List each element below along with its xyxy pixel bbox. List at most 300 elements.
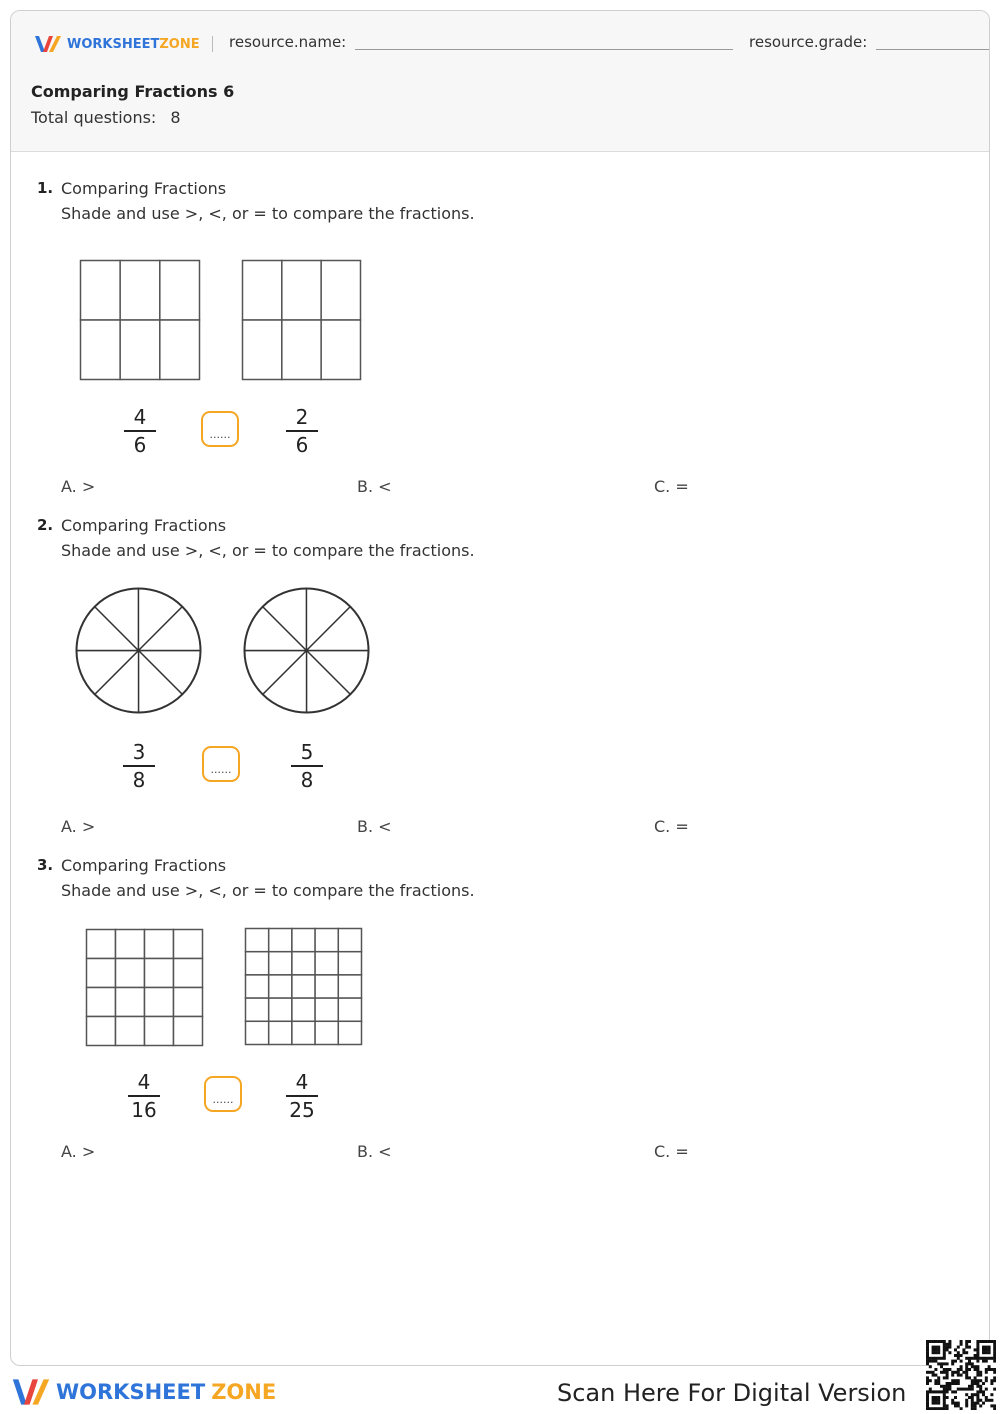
qr-module [940, 1340, 943, 1343]
brand-word-worksheet: WORKSHEET [67, 36, 160, 52]
qr-module [962, 1348, 965, 1351]
qr-module [929, 1379, 932, 1382]
qr-module [976, 1371, 979, 1374]
qr-module [974, 1393, 977, 1396]
grid-cell[interactable] [321, 261, 360, 321]
qr-module [951, 1360, 954, 1363]
qr-module [971, 1407, 974, 1410]
qr-module [985, 1371, 988, 1374]
grid-cell[interactable] [145, 959, 174, 988]
qr-module [946, 1390, 949, 1393]
grid-cell[interactable] [282, 320, 321, 380]
grid-cell[interactable] [338, 998, 361, 1021]
resource-name-line[interactable] [355, 49, 733, 50]
grid-cell[interactable] [116, 930, 145, 959]
brand-logo [33, 33, 200, 55]
qr-module [960, 1374, 963, 1377]
qr-module [929, 1365, 932, 1368]
choice-a[interactable]: A. > [61, 1142, 96, 1161]
qr-module [929, 1357, 932, 1360]
qr-module [979, 1374, 982, 1377]
question-number: 2. [37, 516, 54, 534]
grid-cell[interactable] [315, 975, 338, 998]
grid-cell[interactable] [315, 998, 338, 1021]
qr-module [979, 1357, 982, 1360]
qr-module [982, 1390, 985, 1393]
qr-module [979, 1399, 982, 1402]
choice-c[interactable]: C. = [654, 817, 689, 836]
qr-module [943, 1407, 946, 1410]
qr-module [926, 1354, 929, 1357]
qr-code-icon[interactable] [926, 1340, 996, 1410]
qr-module [985, 1376, 988, 1379]
qr-module [965, 1376, 968, 1379]
qr-module [985, 1348, 988, 1351]
grid-cell[interactable] [269, 1021, 292, 1044]
choice-c[interactable]: C. = [654, 477, 689, 496]
fraction-bar [286, 1095, 318, 1097]
qr-module [932, 1396, 935, 1399]
grid-cell[interactable] [282, 261, 321, 321]
qr-module [979, 1340, 982, 1343]
qr-module [971, 1388, 974, 1391]
qr-module [993, 1407, 996, 1410]
qr-module [937, 1348, 940, 1351]
qr-module [929, 1340, 932, 1343]
qr-module [968, 1340, 971, 1343]
qr-module [932, 1390, 935, 1393]
qr-module [990, 1393, 993, 1396]
qr-module [943, 1368, 946, 1371]
qr-module [988, 1340, 991, 1343]
grid-cell[interactable] [292, 1021, 315, 1044]
qr-module [937, 1376, 940, 1379]
grid-cell[interactable] [81, 261, 121, 321]
qr-module [926, 1390, 929, 1393]
qr-module [948, 1368, 951, 1371]
choice-c[interactable]: C. = [654, 1142, 689, 1161]
qr-module [946, 1382, 949, 1385]
qr-module [957, 1388, 960, 1391]
qr-module [974, 1407, 977, 1410]
qr-module [990, 1379, 993, 1382]
grid-cell[interactable] [174, 930, 203, 959]
qr-module [960, 1365, 963, 1368]
qr-module [982, 1346, 985, 1349]
grid-cell[interactable] [87, 1017, 116, 1046]
qr-module [985, 1346, 988, 1349]
qr-module [957, 1371, 960, 1374]
grid-cell[interactable] [315, 1021, 338, 1044]
qr-module [976, 1382, 979, 1385]
qr-module [951, 1402, 954, 1405]
grid-cell[interactable] [160, 261, 200, 321]
qr-module [965, 1362, 968, 1365]
grid-cell[interactable] [174, 1017, 203, 1046]
choice-b[interactable]: B. < [357, 477, 392, 496]
grid-cell[interactable] [120, 320, 160, 380]
qr-module [948, 1340, 951, 1343]
fraction-model-right[interactable] [243, 587, 371, 715]
qr-module [957, 1382, 960, 1385]
qr-module [932, 1399, 935, 1402]
qr-module [957, 1346, 960, 1349]
choice-a[interactable]: A. > [61, 817, 96, 836]
qr-module [948, 1343, 951, 1346]
qr-module [957, 1351, 960, 1354]
qr-module [946, 1371, 949, 1374]
qr-module [993, 1371, 996, 1374]
qr-module [951, 1390, 954, 1393]
qr-module [926, 1402, 929, 1405]
qr-module [968, 1368, 971, 1371]
grid-cell[interactable] [246, 929, 269, 952]
grid-cell[interactable] [269, 998, 292, 1021]
resource-name-label: resource.name: [229, 33, 347, 51]
qr-module [940, 1407, 943, 1410]
qr-module [971, 1402, 974, 1405]
qr-module [943, 1390, 946, 1393]
fraction-bar [291, 765, 323, 767]
qr-module [940, 1365, 943, 1368]
qr-module [965, 1404, 968, 1407]
question-instruction: Shade and use >, <, or = to compare the fractions. [61, 541, 475, 560]
qr-module [943, 1371, 946, 1374]
qr-module [985, 1368, 988, 1371]
qr-module [940, 1385, 943, 1388]
qr-module [946, 1376, 949, 1379]
qr-module [990, 1357, 993, 1360]
qr-module [946, 1385, 949, 1388]
denominator: 8 [300, 768, 314, 792]
qr-module [982, 1340, 985, 1343]
qr-module [948, 1382, 951, 1385]
qr-module [971, 1362, 974, 1365]
grid-cell[interactable] [292, 929, 315, 952]
brand-word-worksheet: WORKSHEET [56, 1380, 206, 1404]
qr-module [974, 1402, 977, 1405]
fraction-left [119, 740, 159, 792]
comparison-answer-box[interactable]: ...... [201, 411, 239, 447]
qr-module [971, 1393, 974, 1396]
qr-module [990, 1368, 993, 1371]
grid-cell[interactable] [116, 988, 145, 1017]
qr-module [946, 1388, 949, 1391]
qr-module [990, 1404, 993, 1407]
qr-module [985, 1379, 988, 1382]
qr-module [982, 1393, 985, 1396]
scan-instruction: Scan Here For Digital Version [557, 1379, 907, 1407]
qr-module [934, 1396, 937, 1399]
qr-module [926, 1346, 929, 1349]
qr-module [926, 1393, 929, 1396]
qr-module [934, 1340, 937, 1343]
qr-module [990, 1340, 993, 1343]
fraction-left [120, 405, 160, 457]
qr-module [954, 1348, 957, 1351]
qr-module [934, 1346, 937, 1349]
grid-cell[interactable] [315, 952, 338, 975]
qr-module [937, 1357, 940, 1360]
qr-module [993, 1368, 996, 1371]
qr-module [993, 1340, 996, 1343]
header-divider [212, 36, 213, 52]
qr-module [943, 1357, 946, 1360]
grid-cell[interactable] [338, 952, 361, 975]
fraction-right [282, 405, 322, 457]
qr-module [934, 1357, 937, 1360]
qr-module [934, 1368, 937, 1371]
qr-module [974, 1382, 977, 1385]
grid-cell[interactable] [292, 952, 315, 975]
question-number: 1. [37, 179, 54, 197]
qr-module [982, 1357, 985, 1360]
grid-cell[interactable] [246, 998, 269, 1021]
qr-module [937, 1362, 940, 1365]
grid-cell[interactable] [145, 1017, 174, 1046]
grid-cell[interactable] [120, 261, 160, 321]
qr-module [976, 1399, 979, 1402]
qr-module [965, 1402, 968, 1405]
qr-module [993, 1388, 996, 1391]
qr-module [937, 1351, 940, 1354]
qr-module [974, 1368, 977, 1371]
grid-cell[interactable] [292, 998, 315, 1021]
qr-module [929, 1390, 932, 1393]
qr-module [934, 1348, 937, 1351]
fraction-bar [286, 430, 318, 432]
qr-module [937, 1390, 940, 1393]
numerator: 4 [137, 1070, 151, 1094]
qr-module [934, 1402, 937, 1405]
qr-module [943, 1404, 946, 1407]
grid-cell[interactable] [243, 261, 282, 321]
grid-cell[interactable] [145, 930, 174, 959]
qr-module [943, 1346, 946, 1349]
qr-module [988, 1368, 991, 1371]
numerator: 2 [295, 405, 309, 429]
qr-module [971, 1404, 974, 1407]
qr-module [940, 1390, 943, 1393]
qr-module [976, 1360, 979, 1363]
qr-module [926, 1376, 929, 1379]
qr-module [982, 1351, 985, 1354]
qr-module [926, 1396, 929, 1399]
qr-module [932, 1402, 935, 1405]
grid-cell[interactable] [246, 975, 269, 998]
qr-module [943, 1399, 946, 1402]
qr-module [990, 1382, 993, 1385]
qr-module [965, 1343, 968, 1346]
choice-b[interactable]: B. < [357, 1142, 392, 1161]
choice-b[interactable]: B. < [357, 817, 392, 836]
qr-module [971, 1396, 974, 1399]
qr-module [934, 1374, 937, 1377]
fraction-model-left[interactable] [79, 259, 201, 381]
qr-module [971, 1379, 974, 1382]
qr-module [965, 1357, 968, 1360]
qr-module [946, 1404, 949, 1407]
qr-module [976, 1354, 979, 1357]
qr-module [993, 1343, 996, 1346]
qr-module [926, 1371, 929, 1374]
qr-module [937, 1379, 940, 1382]
qr-module [979, 1379, 982, 1382]
qr-module [965, 1346, 968, 1349]
qr-module [951, 1379, 954, 1382]
qr-module [943, 1402, 946, 1405]
qr-module [932, 1348, 935, 1351]
qr-module [993, 1346, 996, 1349]
qr-module [926, 1343, 929, 1346]
qr-module [993, 1357, 996, 1360]
qr-module [946, 1346, 949, 1349]
qr-module [993, 1351, 996, 1354]
qr-module [979, 1404, 982, 1407]
fraction-model-left[interactable] [85, 928, 205, 1048]
question-instruction: Shade and use >, <, or = to compare the fractions. [61, 881, 475, 900]
grid-cell[interactable] [338, 975, 361, 998]
qr-module [976, 1365, 979, 1368]
qr-module [974, 1376, 977, 1379]
grid-cell[interactable] [269, 975, 292, 998]
fraction-model-right[interactable] [244, 927, 364, 1047]
total-questions-label: Total questions: [31, 108, 157, 127]
grid-cell[interactable] [174, 959, 203, 988]
qr-module [943, 1393, 946, 1396]
grid-cell[interactable] [81, 320, 121, 380]
grid-cell[interactable] [338, 1021, 361, 1044]
qr-module [926, 1399, 929, 1402]
qr-module [946, 1362, 949, 1365]
grid-cell[interactable] [321, 320, 360, 380]
qr-module [926, 1340, 929, 1343]
qr-module [954, 1379, 957, 1382]
grid-cell[interactable] [87, 930, 116, 959]
qr-module [985, 1360, 988, 1363]
qr-module [932, 1371, 935, 1374]
grid-cell[interactable] [338, 929, 361, 952]
qr-module [946, 1368, 949, 1371]
fraction-model-left[interactable] [75, 587, 203, 715]
qr-module [985, 1388, 988, 1391]
qr-module [974, 1404, 977, 1407]
qr-module [937, 1402, 940, 1405]
denominator: 25 [289, 1098, 315, 1122]
qr-module [937, 1382, 940, 1385]
qr-module [929, 1360, 932, 1363]
grid-cell[interactable] [174, 988, 203, 1017]
qr-module [932, 1357, 935, 1360]
grid-cell[interactable] [246, 1021, 269, 1044]
qr-module [926, 1407, 929, 1410]
qr-module [976, 1351, 979, 1354]
qr-module [943, 1388, 946, 1391]
numerator: 3 [132, 740, 146, 764]
worksheet-title: Comparing Fractions 6 [31, 82, 235, 101]
qr-module [934, 1351, 937, 1354]
qr-module [965, 1368, 968, 1371]
qr-module [954, 1390, 957, 1393]
fraction-model-right[interactable] [241, 259, 363, 381]
grid-cell[interactable] [87, 959, 116, 988]
qr-module [976, 1390, 979, 1393]
qr-module [948, 1385, 951, 1388]
comparison-answer-box[interactable]: ...... [204, 1076, 242, 1112]
qr-module [957, 1402, 960, 1405]
qr-module [982, 1382, 985, 1385]
grid-cell[interactable] [243, 320, 282, 380]
qr-module [943, 1343, 946, 1346]
numerator: 4 [295, 1070, 309, 1094]
grid-cell[interactable] [145, 988, 174, 1017]
qr-module [943, 1376, 946, 1379]
qr-module [926, 1382, 929, 1385]
qr-module [948, 1388, 951, 1391]
qr-module [948, 1346, 951, 1349]
qr-module [957, 1374, 960, 1377]
qr-module [937, 1407, 940, 1410]
question-instruction: Shade and use >, <, or = to compare the fractions. [61, 204, 475, 223]
comparison-answer-box[interactable]: ...... [202, 746, 240, 782]
qr-module [951, 1399, 954, 1402]
qr-module [968, 1388, 971, 1391]
qr-module [948, 1351, 951, 1354]
qr-module [934, 1399, 937, 1402]
qr-module [971, 1399, 974, 1402]
qr-module [954, 1402, 957, 1405]
qr-module [979, 1390, 982, 1393]
qr-module [929, 1407, 932, 1410]
qr-module [957, 1368, 960, 1371]
qr-module [957, 1357, 960, 1360]
grid-cell[interactable] [116, 959, 145, 988]
qr-module [982, 1348, 985, 1351]
qr-module [943, 1396, 946, 1399]
grid-cell[interactable] [292, 975, 315, 998]
qr-module [971, 1357, 974, 1360]
grid-cell[interactable] [87, 988, 116, 1017]
qr-module [968, 1385, 971, 1388]
grid-cell[interactable] [160, 320, 200, 380]
qr-module [940, 1371, 943, 1374]
qr-module [976, 1379, 979, 1382]
grid-cell[interactable] [116, 1017, 145, 1046]
resource-grade-line[interactable] [876, 49, 989, 50]
qr-module [965, 1371, 968, 1374]
qr-module [926, 1379, 929, 1382]
qr-module [988, 1348, 991, 1351]
qr-module [951, 1371, 954, 1374]
grid-cell[interactable] [315, 929, 338, 952]
qr-module [976, 1393, 979, 1396]
qr-module [976, 1385, 979, 1388]
choice-a[interactable]: A. > [61, 477, 96, 496]
qr-module [988, 1351, 991, 1354]
qr-module [934, 1407, 937, 1410]
qr-module [943, 1354, 946, 1357]
denominator: 16 [131, 1098, 157, 1122]
denominator: 8 [132, 768, 146, 792]
grid-cell[interactable] [246, 952, 269, 975]
grid-cell[interactable] [269, 952, 292, 975]
qr-module [940, 1357, 943, 1360]
qr-module [965, 1340, 968, 1343]
qr-module [979, 1385, 982, 1388]
qr-module [968, 1362, 971, 1365]
grid-cell[interactable] [269, 929, 292, 952]
qr-module [926, 1357, 929, 1360]
